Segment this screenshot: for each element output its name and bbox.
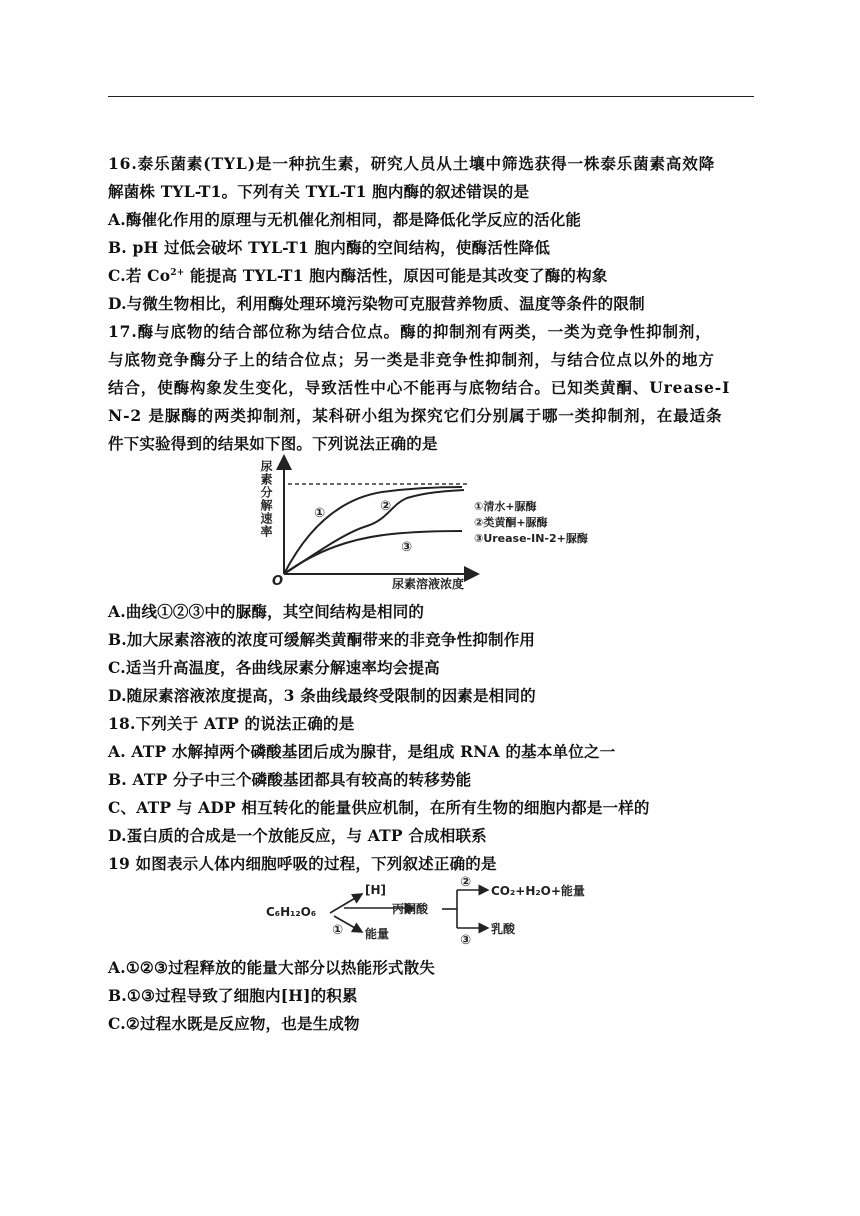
q16-stem-line2: 解菌株 TYL-T1。下列有关 TYL-T1 胞内酶的叙述错误的是 — [108, 182, 530, 201]
diagram-step1: ① — [332, 923, 344, 938]
q16-option-d: D.与微生物相比，利用酶处理环境污染物可克服营养物质、温度等条件的限制 — [108, 294, 645, 313]
q17-stem-line2: 与底物竞争酶分子上的结合位点；另一类是非竞争性抑制剂，与结合位点以外的地方 — [108, 350, 715, 369]
q17-stem-line1: 17.酶与底物的结合部位称为结合位点。酶的抑制剂有两类，一类为竞争性抑制剂， — [108, 322, 712, 341]
q16-stem-line1: 16.泰乐菌素(TYL)是一种抗生素，研究人员从土壤中筛选获得一株泰乐菌素高效降 — [108, 154, 716, 173]
q16-option-b: B. pH 过低会破坏 TYL-T1 胞内酶的空间结构，使酶活性降低 — [108, 238, 551, 257]
q17-option-d: D.随尿素溶液浓度提高，3 条曲线最终受限制的因素是相同的 — [108, 686, 536, 705]
chart-marker-1: ① — [314, 506, 326, 521]
chart-curve-3 — [284, 531, 462, 574]
q19-option-a: A.①②③过程释放的能量大部分以热能形式散失 — [108, 958, 436, 977]
diagram-step3: ③ — [460, 933, 472, 948]
diagram-lactate: 乳酸 — [491, 922, 516, 936]
diagram-step2: ② — [460, 875, 472, 890]
chart-origin: O — [272, 574, 284, 589]
q18-stem: 18.下列关于 ATP 的说法正确的是 — [108, 714, 355, 733]
chart-legend-3: ③Urease-IN-2+脲酶 — [474, 532, 588, 545]
q18-option-d: D.蛋白质的合成是一个放能反应，与 ATP 合成相联系 — [108, 826, 487, 845]
q19-stem: 19 如图表示人体内细胞呼吸的过程，下列叙述正确的是 — [108, 854, 497, 873]
respiration-diagram — [262, 876, 602, 946]
q19-option-b: B.①③过程导致了细胞内[H]的积累 — [108, 986, 358, 1005]
chart-marker-2: ② — [380, 499, 392, 514]
diagram-glucose: C₆H₁₂O₆ — [266, 905, 317, 919]
q17-stem-line4: N-2 是脲酶的两类抑制剂，某科研小组为探究它们分别属于哪一类抑制剂，在最适条 — [108, 406, 723, 425]
chart-legend-1: ①清水+脲酶 — [474, 500, 537, 513]
chart-x-label: 尿素溶液浓度 — [392, 577, 465, 591]
q17-stem-line5: 件下实验得到的结果如下图。下列说法正确的是 — [108, 434, 438, 453]
header-rule — [108, 96, 754, 97]
q16-option-c-sup: 2+ — [170, 268, 185, 278]
q17-option-b: B.加大尿素溶液的浓度可缓解类黄酮带来的非竞争性抑制作用 — [108, 630, 536, 649]
q16-option-c — [108, 266, 608, 286]
chart-legend-2: ②类黄酮+脲酶 — [474, 516, 548, 529]
q17-stem-line3: 结合，使酶构象发生变化，导致活性中心不能再与底物结合。已知类黄酮、Urease-I — [108, 378, 731, 397]
q18-option-c: C、ATP 与 ADP 相互转化的能量供应机制，在所有生物的细胞内都是一样的 — [108, 798, 650, 817]
diagram-energy: 能量 — [365, 927, 390, 941]
q17-option-a: A.曲线①②③中的脲酶，其空间结构是相同的 — [108, 602, 425, 621]
q16-option-c-pre: C.若 Co — [108, 266, 171, 285]
chart-y-label: 尿素分解速率 — [259, 460, 273, 538]
q18-option-a: A. ATP 水解掉两个磷酸基团后成为腺苷，是组成 RNA 的基本单位之一 — [108, 742, 616, 761]
chart-marker-3: ③ — [401, 540, 413, 555]
q16-option-a: A.酶催化作用的原理与无机催化剂相同，都是降低化学反应的活化能 — [108, 210, 582, 229]
diagram-h: [H] — [365, 883, 387, 897]
q19-option-c: C.②过程水既是反应物，也是生成物 — [108, 1014, 360, 1033]
q18-option-b: B. ATP 分子中三个磷酸基团都具有较高的转移势能 — [108, 770, 472, 789]
diagram-arrow-to-h — [330, 894, 362, 913]
q17-option-c: C.适当升高温度，各曲线尿素分解速率均会提高 — [108, 658, 440, 677]
enzyme-rate-chart — [259, 454, 602, 594]
q16-option-c-post: 能提高 TYL-T1 胞内酶活性，原因可能是其改变了酶的构象 — [184, 266, 608, 285]
diagram-aerobic-products: CO₂+H₂O+能量 — [491, 884, 585, 898]
diagram-pyruvate: 丙酮酸 — [392, 902, 429, 916]
